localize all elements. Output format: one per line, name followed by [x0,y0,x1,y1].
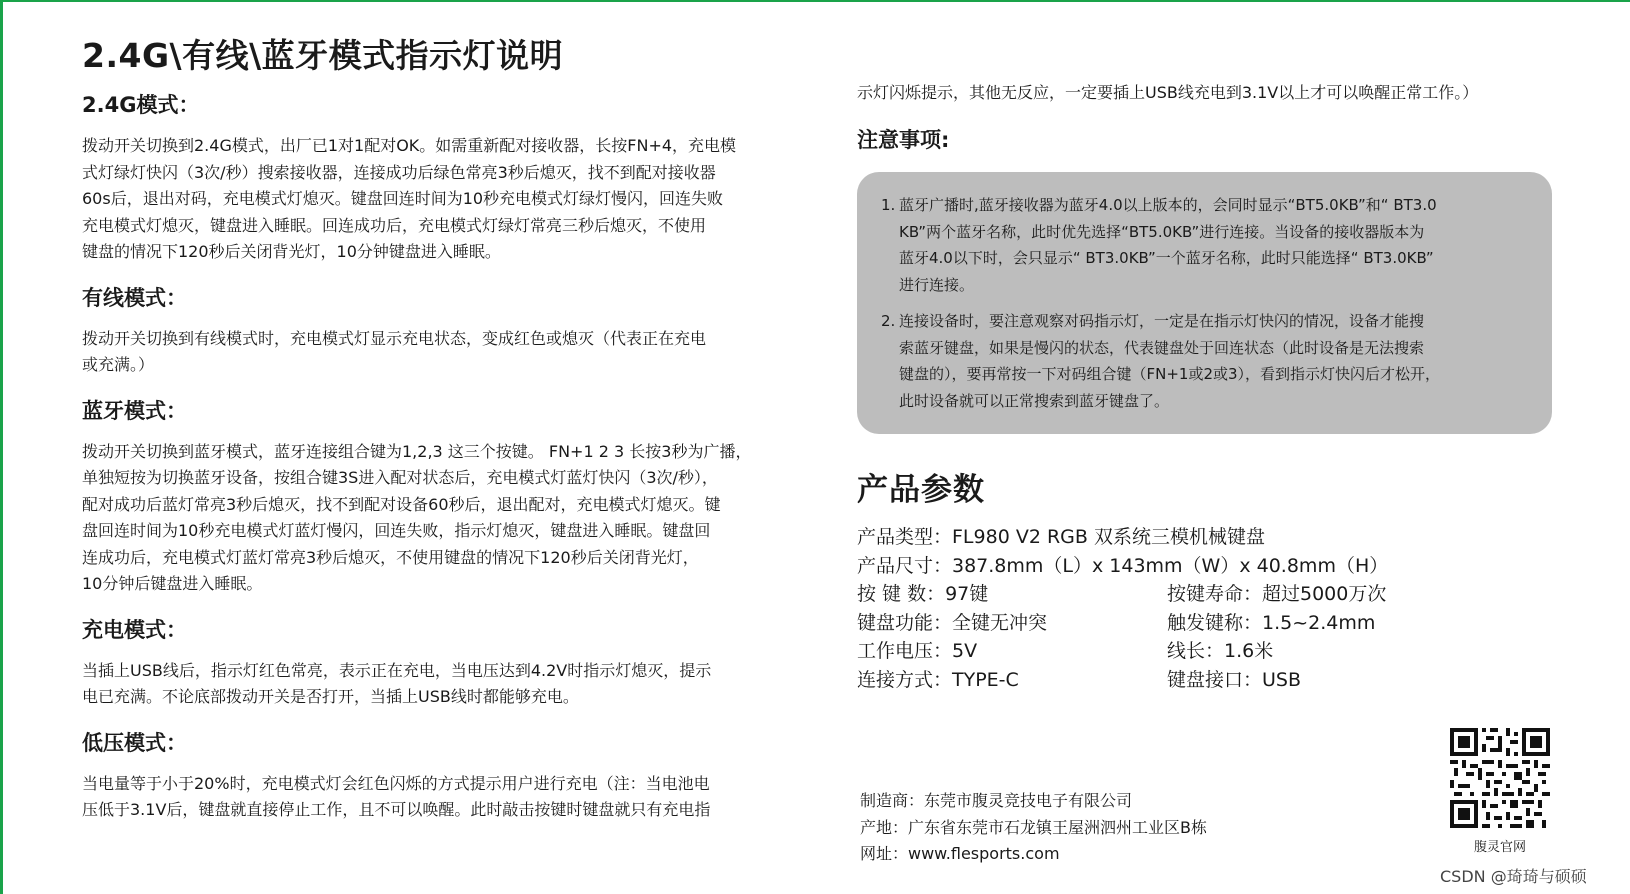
text-line: 拨动开关切换到蓝牙模式，蓝牙连接组合键为1,2,3 这三个按键。 FN+1 2 3 长按3秒为广播， [82,441,752,461]
note-text [899,308,1530,414]
note-item [881,192,1530,298]
param-row [857,523,1557,552]
left-green-border [0,0,3,894]
manufacturer-address: 产地：广东省东莞市石龙镇王屋洲泗州工业区B栋 [860,817,1207,837]
text-line: 连成功后，充电模式灯蓝灯常亮3秒后熄灭，不使用键盘的情况下120秒后关闭背光灯， [82,547,699,567]
manufacturer-name: 制造商：东莞市腹灵竞技电子有限公司 [860,791,1133,810]
param-row [857,580,1557,609]
notes-and-params-column [857,80,1557,694]
qr-code-label: 腹灵官网 [1473,840,1526,855]
text-line: 60s后，退出对码，充电模式灯熄灭。键盘回连时间为10秒充电模式灯绿灯慢闪，回连失败 [82,189,724,208]
indicator-instructions-column [82,22,792,840]
section-2-4g [82,89,792,266]
text-line: 或充满。） [82,355,155,374]
param-voltage: 工作电压：5V [857,640,978,662]
text-line: 键盘的情况下120秒后关闭背光灯，10分钟键盘进入睡眠。 [82,242,501,261]
text-line: 索蓝牙键盘，如果是慢闪的状态，代表键盘处于回连状态（此时设备是无法搜索 [899,338,1425,357]
text-line: 进行连接。 [899,275,975,294]
param-product-size: 产品尺寸：387.8mm（L）x 143mm（W）x 40.8mm（H） [857,554,1389,577]
section-paragraph [82,771,792,824]
param-key-life: 按键寿命：超过5000万次 [1167,583,1387,605]
note-number: 1. [881,196,896,214]
text-line: 键盘的），要再常按一下对码组合键（FN+1或2或3），看到指示灯快闪后才松开， [899,365,1441,383]
continued-paragraph: 示灯闪烁提示，其他无反应，一定要插上USB线充电到3.1V以上才可以唤醒正常工作。） [857,83,1479,102]
param-connection: 连接方式：TYPE-C [857,668,1019,691]
param-product-type: 产品类型：FL980 V2 RGB 双系统三模机械键盘 [857,526,1265,548]
section-wired [82,282,792,379]
note-item [881,308,1530,414]
param-key-count: 按 键 数：97键 [857,583,989,605]
text-line: 式灯绿灯快闪（3次/秒）搜索接收器，连接成功后绿色常亮3秒后熄灭，找不到配对接收器 [82,162,716,182]
top-green-border [0,0,1630,2]
csdn-watermark: CSDN @琦琦与硕硕 [1440,867,1587,886]
param-row [857,666,1557,695]
text-line: KB”两个蓝牙名称，此时优先选择“BT5.0KB”进行连接。当设备的接收器版本为 [899,222,1425,241]
section-paragraph [82,658,792,711]
section-paragraph [82,133,792,266]
section-low-voltage [82,727,792,824]
param-row [857,609,1557,638]
text-line: 当插上USB线后，指示灯红色常亮，表示正在充电，当电压达到4.2V时指示灯熄灭，提示 [82,660,712,680]
section-heading: 有线模式： [82,285,187,310]
text-line: 拨动开关切换到2.4G模式，出厂已1对1配对OK。如需重新配对接收器，长按FN+4，充电模 [82,136,737,155]
section-bluetooth [82,395,792,598]
text-line: 当电量等于小于20%时，充电模式灯会红色闪烁的方式提示用户进行充电（注：当电池电 [82,773,710,793]
param-trigger-travel: 触发键称：1.5~2.4mm [1167,611,1376,634]
section-heading: 2.4G模式： [82,93,200,117]
text-line: 此时设备就可以正常搜索到蓝牙键盘了。 [899,391,1170,410]
section-heading: 充电模式： [82,617,187,642]
text-line: 蓝牙广播时,蓝牙接收器为蓝牙4.0以上版本的，会同时显示“BT5.0KB”和“ BT3.0 [899,196,1437,214]
param-row [857,637,1557,666]
param-keyboard-function: 键盘功能：全键无冲突 [857,611,1048,634]
text-line: 拨动开关切换到有线模式时，充电模式灯显示充电状态，变成红色或熄灭（代表正在充电 [82,328,707,348]
section-heading: 蓝牙模式： [82,398,187,423]
text-line: 电已充满。不论底部拨动开关是否打开，当插上USB线时都能够充电。 [82,687,579,706]
param-row [857,552,1557,581]
text-line: 连接设备时，要注意观察对码指示灯，一定是在指示灯快闪的情况，设备才能搜 [899,312,1425,330]
text-line: 充电模式灯熄灭，键盘进入睡眠。回连成功后，充电模式灯绿灯常亮三秒后熄灭，不使用 [82,215,707,235]
section-heading: 低压模式： [82,730,187,755]
notes-title: 注意事项: [857,128,950,152]
section-paragraph [82,439,792,598]
qr-code-icon[interactable] [1450,728,1550,828]
text-line: 压低于3.1V后，键盘就直接停止工作，且不可以唤醒。此时敲击按键时键盘就只有充电指 [82,800,711,819]
manufacturer-info [860,788,1207,868]
note-number: 2. [881,312,896,330]
param-interface: 键盘接口：USB [1167,668,1302,691]
text-line: 蓝牙4.0以下时，会只显示“ BT3.0KB”一个蓝牙名称，此时只能选择“ BT3.0KB” [899,249,1434,267]
section-paragraph [82,326,792,379]
page-title: 2.4G\有线\蓝牙模式指示灯说明 [82,36,564,75]
note-text [899,192,1530,298]
text-line: 配对成功后蓝灯常亮3秒后熄灭，找不到配对设备60秒后，退出配对，充电模式灯熄灭。键 [82,494,721,514]
notes-box [857,172,1552,434]
text-line: 单独短按为切换蓝牙设备，按组合键3S进入配对状态后，充电模式灯蓝灯快闪（3次/秒）， [82,468,718,487]
section-charging [82,614,792,711]
website-link[interactable]: 网址：www.flesports.com [860,844,1060,863]
text-line: 10分钟后键盘进入睡眠。 [82,574,263,593]
params-title: 产品参数 [857,472,985,508]
text-line: 盘回连时间为10秒充电模式灯蓝灯慢闪，回连失败，指示灯熄灭，键盘进入睡眠。键盘回 [82,521,711,540]
param-cable-length: 线长：1.6米 [1167,640,1274,662]
qr-code-block [1445,728,1555,855]
product-params [857,523,1557,694]
